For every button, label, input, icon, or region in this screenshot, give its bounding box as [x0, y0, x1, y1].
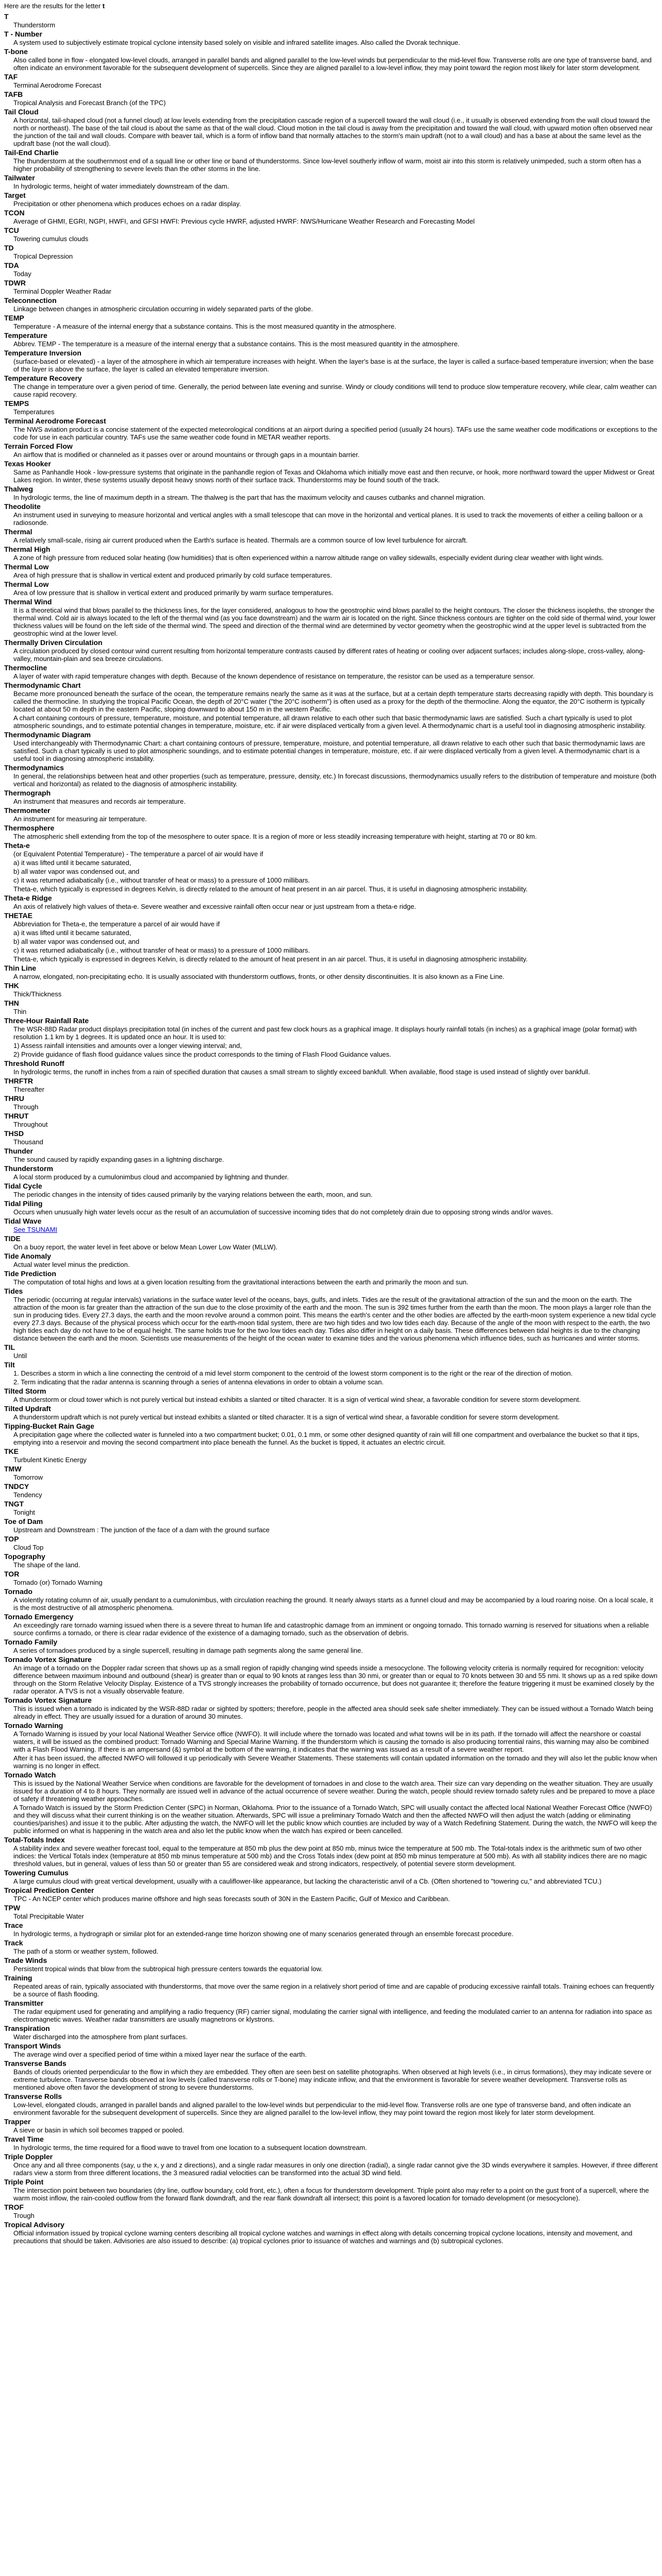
glossary-list: [4, 12, 658, 2245]
glossary-definition: After it has been issued, the affected NWFO will followed it up periodically with Severe Weather Statements. These statements will contain updated information on the tornado and they will also let the public know when warning is no longer in effect.: [13, 1754, 657, 1770]
glossary-term: Track: [4, 1939, 23, 1947]
glossary-definition: A layer of water with rapid temperature changes with depth. Because of the known dependence of resistance on temperature, the resistor can be used as a temperature sensor.: [13, 672, 535, 680]
glossary-term: Training: [4, 1974, 32, 1982]
glossary-term: Trapper: [4, 2117, 31, 2126]
glossary-definition: An instrument used in surveying to measure horizontal and vertical angles with a small telescope that can move in the horizontal and vertical planes. It is used to track the movements of either a ceiling balloon or a radiosonde.: [13, 511, 643, 527]
glossary-term: Trace: [4, 1921, 23, 1929]
glossary-term: THK: [4, 981, 19, 990]
glossary-term: Total-Totals Index: [4, 1836, 65, 1844]
glossary-term: Thermal Low: [4, 580, 49, 588]
glossary-definition: 2) Provide guidance of flash flood guidance values since the product corresponds to the timing of Flash Flood Guidance values.: [13, 1050, 391, 1058]
glossary-definition: Total Precipitable Water: [13, 1912, 84, 1920]
glossary-term: Tide Anomaly: [4, 1252, 52, 1260]
glossary-definition: The intersection point between two boundaries (dry line, outflow boundary, cold front, etc.), often a focus for thunderstorm development. Triple point also may refer to a point on the gust front of a supercell, where the warm moist inflow, the rain-cooled outflow from the forward flank downdraft, and the rear flank downdraft all intersect; this point is a favored location for tornado development (or mesocyclone).: [13, 2187, 649, 2202]
glossary-term: Tidal Piling: [4, 1199, 43, 1208]
glossary-definition: Thin: [13, 1008, 27, 1015]
glossary-definition: In general, the relationships between heat and other properties (such as temperature, pressure, density, etc.) In forecast discussions, thermodynamics usually refers to the distribution of temperature and moisture (both vertical and horizontal) as related to the diagnosis of atmospheric instability.: [13, 772, 656, 788]
glossary-term: Tilted Updraft: [4, 1404, 51, 1413]
glossary-term: Tornado Warning: [4, 1721, 63, 1730]
glossary-term: Tipping-Bucket Rain Gage: [4, 1422, 94, 1430]
glossary-definition: A chart containing contours of pressure, temperature, moisture, and potential temperature, all drawn relative to each other such that basic thermodynamic laws are satisfied. Such a chart typically is used to plot atmospheric soundings, and to estimate potential changes in temperature, moisture, etc. if air were displaced vertically from a given level. A thermodynamic chart is a useful tool in diagnosing atmospheric instability.: [13, 714, 646, 730]
glossary-term: Thermograph: [4, 789, 51, 797]
glossary-definition: a) it was lifted until it became saturated,: [13, 859, 131, 867]
glossary-definition: Throughout: [13, 1121, 48, 1128]
glossary-term: Thermosphere: [4, 824, 55, 832]
glossary-definition: In hydrologic terms, a hydrograph or similar plot for an extended-range time horizon showing one of many scenarios generated through an ensemble forecast procedure.: [13, 1930, 514, 1938]
glossary-term: Tornado Vortex Signature: [4, 1696, 92, 1704]
glossary-definition: Trough: [13, 2212, 35, 2219]
glossary-term: Tail-End Charlie: [4, 148, 59, 157]
glossary-definition: Average of GHMI, EGRI, NGPI, HWFI, and GFSI HWFI: Previous cycle HWRF, adjusted HWRF: NWS/Hurricane Weather Research and Forecasting Model: [13, 217, 475, 225]
glossary-definition: A stability index and severe weather forecast tool, equal to the temperature at 850 mb plus the dew point at 850 mb, minus twice the temperature at 500 mb. The Total-totals index is the arithmetic sum of two other indices: the Vertical Totals index (temperature at 850 mb minus temperature at 500 mb) and the Cross Totals index (dew point at 850 mb minus temperature at 500 mb). As with all stability indices there are no magic threshold values, but in general, values of less than 50 or greater than 55 are considered weak and strong indicators, respectively, of potential severe storm development.: [13, 1844, 647, 1868]
glossary-definition: b) all water vapor was condensed out, and: [13, 938, 140, 945]
glossary-term: Tornado Vortex Signature: [4, 1655, 92, 1664]
see-also-link[interactable]: See TSUNAMI: [13, 1226, 58, 1233]
glossary-definition: Thick/Thickness: [13, 990, 62, 998]
glossary-term: Trade Winds: [4, 1956, 47, 1964]
glossary-definition: A series of tornadoes produced by a single supercell, resulting in damage path segments along the same general line.: [13, 1647, 363, 1654]
glossary-definition: Abbrev. TEMP - The temperature is a measure of the internal energy that a substance contains. This is the most measured quantity in the atmosphere.: [13, 340, 460, 348]
glossary-definition: Tomorrow: [13, 1473, 43, 1481]
glossary-definition: Once any and all three components (say, u the x, y and z directions), and a single radar measures in only one direction (radial), a single radar cannot give the 3D winds everywhere it samples. However, if three different radars view a storm from three different locations, the 3 measured radial velocities can be transformed into the actual 3D wind field.: [13, 2161, 658, 2177]
glossary-definition: On a buoy report, the water level in feet above or below Mean Lower Low Water (MLLW).: [13, 1243, 278, 1251]
glossary-term: TMW: [4, 1465, 22, 1473]
glossary-definition: This is issued when a tornado is indicated by the WSR-88D radar or sighted by spotters; therefore, people in the affected area should seek safe shelter immediately. They can be issued without a Tornado Watch being already in effect. They are usually issued for a duration of around 30 minutes.: [13, 1705, 653, 1720]
glossary-definition: In hydrologic terms, the time required for a flood wave to travel from one location to a subsequent location downstream.: [13, 2144, 367, 2151]
glossary-definition: An image of a tornado on the Doppler radar screen that shows up as a small region of rapidly changing wind speeds inside a mesocyclone. The following velocity criteria is normally required for recognition: velocity difference between maximum inbound and outbound (shear) is greater than or equal to 90 knots at ranges less than 30 nmi, or greater than or equal to 70 knots between 30 and 55 nmi. It shows up as a red spike down through on the Storm Relative Velocity Display. Existence of a TVS strongly increases the probability of tornado occurrence, but does not guarantee it; therefore the feature triggering it must be examined closely by the radar operator. A TVS is not a visually observable feature.: [13, 1664, 658, 1695]
glossary-definition: This is issued by the National Weather Service when conditions are favorable for the development of tornadoes in and close to the watch area. Their size can vary depending on the weather situation. They are usually issued for a duration of 4 to 8 hours. They normally are issued well in advance of the actual occurrence of severe weather. During the watch, people should review tornado safety rules and be prepared to move a place of safety if threatening weather approaches.: [13, 1780, 655, 1803]
glossary-definition: Actual water level minus the prediction.: [13, 1261, 130, 1268]
glossary-term: Tidal Cycle: [4, 1182, 42, 1190]
glossary-term: Thermally Driven Circulation: [4, 638, 103, 647]
glossary-definition: (or Equivalent Potential Temperature) - The temperature a parcel of air would have if: [13, 850, 263, 858]
glossary-definition: 1. Describes a storm in which a line connecting the centroid of a mid level storm component to the centroid of the lowest storm component is to the right or the rear of the direction of motion.: [13, 1369, 573, 1377]
glossary-definition: An instrument that measures and records air temperature.: [13, 798, 186, 805]
glossary-see-also: [13, 1226, 658, 1233]
glossary-definition: (surface-based or elevated) - a layer of the atmosphere in which air temperature increases with height. When the layer's base is at the surface, the layer is called a surface-based temperature inversion; when the base of the layer is above the surface, the layer is called an elevated temperature inversion.: [13, 358, 654, 373]
glossary-term: Terrain Forced Flow: [4, 442, 73, 450]
glossary-definition: The average wind over a specified period of time within a mixed layer near the surface of the earth.: [13, 2050, 307, 2058]
glossary-term: Temperature Recovery: [4, 374, 82, 382]
glossary-term: TDA: [4, 261, 19, 269]
glossary-definition: Low-level, elongated clouds, arranged in parallel bands and aligned parallel to the low-level winds but perpendicular to the mid-level flow. Transverse rolls are one type of transverse band, and often indicate an environment favorable for the subsequent development of supercells. Since they are aligned parallel to the low-level inflow, they may point toward the region most likely for later storm development.: [13, 2101, 631, 2116]
glossary-term: Tidal Wave: [4, 1217, 42, 1225]
glossary-term: TNGT: [4, 1500, 24, 1508]
glossary-term: Thermal: [4, 528, 32, 536]
glossary-definition: In hydrologic terms, the line of maximum depth in a stream. The thalweg is the part that has the maximum velocity and causes cutbanks and channel migration.: [13, 494, 486, 501]
glossary-definition: A thunderstorm updraft which is not purely vertical but instead exhibits a slanted or tilted character. It is a sign of vertical wind shear, a favorable condition for severe storm development.: [13, 1413, 560, 1421]
results-intro-text: Here are the results for the letter: [4, 2, 103, 10]
glossary-term: Thermodynamic Chart: [4, 681, 81, 689]
glossary-definition: Repeated areas of rain, typically associated with thunderstorms, that move over the same region in a relatively short period of time and are capable of producing excessive rainfall totals. Training echoes can frequently be a source of flash flooding.: [13, 1982, 654, 1998]
glossary-term: Temperature Inversion: [4, 349, 81, 357]
glossary-definition: 1) Assess rainfall intensities and amounts over a longer viewing interval; and,: [13, 1042, 242, 1049]
glossary-definition: A relatively small-scale, rising air current produced when the Earth's surface is heated. Thermals are a common source of low level turbulence for aircraft.: [13, 536, 468, 544]
glossary-term: THRUT: [4, 1112, 29, 1120]
glossary-term: THRFTR: [4, 1077, 33, 1085]
glossary-definition: An airflow that is modified or channeled as it passes over or around mountains or through gaps in a mountain barrier.: [13, 451, 360, 459]
glossary-definition: The sound caused by rapidly expanding gases in a lightning discharge.: [13, 1156, 224, 1163]
glossary-term: Tailwater: [4, 174, 35, 182]
glossary-term: Triple Doppler: [4, 2153, 53, 2161]
glossary-term: TOR: [4, 1570, 20, 1578]
glossary-definition: A Tornado Warning is issued by your local National Weather Service office (NWFO). It will include where the tornado was located and what towns will be in its path. If the tornado will affect the nearshore or coastal waters, it will be issued as the combined product: Tornado Warning and Special Marine Warning. If the thunderstorm which is causing the tornado is also producing torrential rains, this warning may also be combined with a Flash Flood Warning. If there is an ampersand (&) symbol at the bottom of the warning, it indicates that the warning was issued as a result of a severe weather report.: [13, 1730, 649, 1753]
glossary-definition: Theta-e, which typically is expressed in degrees Kelvin, is directly related to the amount of heat present in an air parcel. Thus, it is useful in diagnosing atmospheric instability.: [13, 885, 528, 893]
glossary-term: TAF: [4, 73, 18, 81]
glossary-term: Transpiration: [4, 2024, 50, 2032]
glossary-definition: Today: [13, 270, 31, 278]
glossary-term: Tornado Family: [4, 1638, 58, 1646]
glossary-term: Toe of Dam: [4, 1517, 43, 1526]
glossary-definition: In hydrologic terms, the runoff in inches from a rain of specified duration that causes a small stream to slightly exceed bankfull. When available, flood stage is used instead of slightly over bankfull.: [13, 1068, 590, 1076]
glossary-definition: A sieve or basin in which soil becomes trapped or pooled.: [13, 2126, 184, 2134]
glossary-definition: Tonight: [13, 1509, 35, 1516]
glossary-term: Tilt: [4, 1361, 15, 1369]
glossary-definition: Temperatures: [13, 408, 55, 416]
glossary-term: Tides: [4, 1287, 23, 1295]
glossary-term: Tilted Storm: [4, 1387, 46, 1395]
glossary-definition: Thunderstorm: [13, 21, 55, 29]
glossary-definition: Became more pronounced beneath the surface of the ocean, the temperature remains nearly the same as it was at the surface, but at a certain depth temperature starts decreasing rapidly with depth. This boundary is called the thermocline. In studying the tropical Pacific Ocean, the depth of 20°C water ("the 20°C isotherm") is often used as a proxy for the depth of the thermocline. Along the equator, the 20°C isotherm is typically located at about 50 m depth in the eastern Pacific, sloping downward to about 150 m in the western Pacific.: [13, 690, 654, 713]
results-intro: [4, 2, 658, 10]
glossary-definition: Persistent tropical winds that blow from the subtropical high pressure centers towards the equatorial low.: [13, 1965, 323, 1973]
glossary-term: Thermal Low: [4, 563, 49, 571]
glossary-term: TNDCY: [4, 1482, 29, 1490]
glossary-definition: Tropical Depression: [13, 252, 73, 260]
glossary-term: Theta-e Ridge: [4, 894, 52, 902]
glossary-term: Tornado Watch: [4, 1771, 56, 1779]
glossary-term: Transverse Rolls: [4, 2092, 62, 2100]
glossary-term: Tide Prediction: [4, 1269, 56, 1278]
glossary-definition: The computation of total highs and lows at a given location resulting from the gravitational interactions between the earth and primarily the moon and sun.: [13, 1278, 469, 1286]
glossary-definition: A horizontal, tail-shaped cloud (not a funnel cloud) at low levels extending from the precipitation cascade region of a supercell toward the wall cloud (i.e., it usually is observed extending from the wall cloud toward the north or northeast). The base of the tail cloud is about the same as that of the wall cloud. Cloud motion in the tail cloud is away from the precipitation and toward the wall cloud, with upward motion often observed near the junction of the tail and wall clouds. Compare with beaver tail, which is a form of inflow band that normally attaches to the storm's main updraft (not to a wall cloud) and has a base at about the same level as the updraft base (not the wall cloud).: [13, 116, 653, 147]
glossary-definition: Thereafter: [13, 1086, 44, 1093]
glossary-definition: Area of high pressure that is shallow in vertical extent and produced primarily by cold surface temperatures.: [13, 571, 332, 579]
glossary-term: Texas Hooker: [4, 460, 51, 468]
glossary-term: TD: [4, 244, 14, 252]
glossary-definition: Turbulent Kinetic Energy: [13, 1456, 87, 1464]
glossary-definition: The WSR-88D Radar product displays precipitation total (in inches of the current and past few clock hours as a graphical image. It displays hourly rainfall totals (in inches) as a graphical image (polar format) with resolution 1.1 km by 1 degrees. It is updated once an hour. It is used to:: [13, 1025, 637, 1041]
glossary-definition: A Tornado Watch is issued by the Storm Prediction Center (SPC) in Norman, Oklahoma. Prior to the issuance of a Tornado Watch, SPC will usually contact the affected local National Weather Forecast Office (NWFO) and they will discuss what their current thinking is on the weather situation. Afterwards, SPC will issue a preliminary Tornado Watch and then the affected NWFO will then adjust the watch (adding or eliminating counties/parishes) and issue it to the public. After adjusting the watch, the NWFO will let the public know which counties are included by way of a Watch Redefining Statement. During the watch, the NWFO will keep the public informed on what is happening in the watch area and also let the public know when the watch has expired or been cancelled.: [13, 1804, 657, 1835]
glossary-definition: A zone of high pressure from reduced solar heating (low humidities) that is often experienced within a narrow altitude range on valley sidewalls, especially evident during clear weather with light winds.: [13, 554, 604, 562]
glossary-term: Thunderstorm: [4, 1164, 53, 1173]
glossary-definition: The shape of the land.: [13, 1561, 80, 1569]
glossary-term: TPW: [4, 1904, 21, 1912]
glossary-definition: Cloud Top: [13, 1544, 44, 1551]
glossary-definition: Precipitation or other phenomena which produces echoes on a radar display.: [13, 200, 241, 208]
glossary-definition: The thunderstorm at the southernmost end of a squall line or other line or band of thunderstorms. Since low-level southerly inflow of warm, moist air into this storm is relatively unimpeded, such a storm often has a higher probability of strengthening to severe levels than the other storms in the line.: [13, 157, 641, 173]
glossary-definition: Bands of clouds oriented perpendicular to the flow in which they are embedded. They often are seen best on satellite photographs. When observed at high levels (i.e., in cirrus formations), they may indicate severe or extreme turbulence. Transverse bands observed at low levels (called transverse rolls or T-bone) may indicate inflow, and that the environment is favorable for severe weather development. Transverse rolls as mentioned above often favor the development of strong to severe thunderstorms.: [13, 2068, 652, 2091]
glossary-term: TIDE: [4, 1234, 21, 1243]
glossary-definition: Also called bone in flow - elongated low-level clouds, arranged in parallel bands and aligned parallel to the low-level winds but perpendicular to the mid-level flow. Transverse rolls are one type of transverse band, and often indicate an environment favorable for the subsequent development of supercells. Since they are aligned parallel to a low-level inflow, they may point toward the region most likely for later storm development.: [13, 56, 652, 72]
glossary-definition: The path of a storm or weather system, followed.: [13, 1947, 159, 1955]
glossary-term: Tornado: [4, 1587, 32, 1596]
glossary-term: T: [4, 12, 9, 21]
glossary-definition: Through: [13, 1103, 39, 1111]
glossary-term: Thunder: [4, 1147, 33, 1155]
glossary-term: Thermodynamics: [4, 764, 64, 772]
glossary-definition: The periodic (occurring at regular intervals) variations in the surface water level of the oceans, bays, gulfs, and inlets. Tides are the result of the gravitational attraction of the sun and the moon on the earth. The attraction of the moon is far greater than the attraction of the sun due to the close proximity of the earth and the moon. The sun is 392 times further from the earth than the moon. The moon plays a larger role than the sun in producing tides. Every 27.3 days, the earth and the moon revolve around a common point. This means the earth's center and the other bodies are affected by the earth-moon system experience a new tidal cycle every 27.3 days. Because of the physical process which occur for the earth-moon tidal system, there are two high tides and two low tides each day. Because of the angle of the moon with respect to the earth, the two high tides each day do not have to be of equal height. The same holds true for the two low tides each day. Tides also differ in height on a daily basis. These differences between tidal heights is due to the changing distance between the earth and the moon. Scientists use measurements of the height of the ocean water to examine tides and the various phenomena which influence tides, such as hurricanes and winter storms.: [13, 1296, 656, 1342]
glossary-term: Thermal High: [4, 545, 51, 553]
glossary-definition: Terminal Aerodrome Forecast: [13, 81, 102, 89]
glossary-term: Transport Winds: [4, 2042, 61, 2050]
glossary-term: T-bone: [4, 47, 28, 56]
glossary-term: Thermodynamic Diagram: [4, 731, 91, 739]
glossary-definition: A violently rotating column of air, usually pendant to a cumulonimbus, with circulation reaching the ground. It nearly always starts as a funnel cloud and may be accompanied by a loud roaring noise. On a local scale, it is the most destructive of all atmospheric phenomena.: [13, 1596, 653, 1612]
glossary-definition: An instrument for measuring air temperature.: [13, 815, 147, 823]
glossary-definition: Tornado (or) Tornado Warning: [13, 1579, 103, 1586]
glossary-term: Topography: [4, 1552, 45, 1561]
glossary-term: Tropical Advisory: [4, 2221, 64, 2229]
glossary-term: Target: [4, 191, 26, 199]
glossary-definition: A circulation produced by closed contour wind current resulting from horizontal temperature contrasts caused by different rates of heating or cooling over adjacent surfaces; includes along-slope, cross-valley, along-valley, mountain-plain and sea breeze circulations.: [13, 647, 646, 663]
glossary-term: TCON: [4, 209, 25, 217]
glossary-definition: Until: [13, 1352, 27, 1360]
glossary-definition: Water discharged into the atmosphere from plant surfaces.: [13, 2033, 188, 2041]
glossary-term: Terminal Aerodrome Forecast: [4, 417, 106, 425]
glossary-definition: In hydrologic terms, height of water immediately downstream of the dam.: [13, 182, 229, 190]
glossary-term: THN: [4, 999, 19, 1007]
glossary-definition: b) all water vapor was condensed out, and: [13, 868, 140, 875]
glossary-definition: The periodic changes in the intensity of tides caused primarily by the varying relations between the earth, moon, and sun.: [13, 1191, 373, 1198]
glossary-definition: A local storm produced by a cumulonimbus cloud and accompanied by lightning and thunder.: [13, 1173, 289, 1181]
glossary-definition: The change in temperature over a given period of time. Generally, the period between late evening and sunrise. Windy or cloudy conditions will tend to produce slow temperature recovery, while clear, calm weather can cause rapid recovery.: [13, 383, 657, 398]
glossary-term: Transmitter: [4, 1999, 44, 2007]
glossary-definition: Abbreviation for Theta-e, the temperature a parcel of air would have if: [13, 920, 220, 928]
glossary-term: TKE: [4, 1447, 19, 1455]
glossary-definition: Towering cumulus clouds: [13, 235, 89, 243]
glossary-definition: Upstream and Downstream : The junction of the face of a dam with the ground surface: [13, 1526, 270, 1534]
glossary-definition: Terminal Doppler Weather Radar: [13, 287, 111, 295]
glossary-definition: Tendency: [13, 1491, 42, 1499]
glossary-definition: c) it was returned adiabatically (i.e., without transfer of heat or mass) to a pressure of 1000 millibars.: [13, 946, 310, 954]
glossary-term: Transverse Bands: [4, 2059, 67, 2067]
glossary-term: Temperature: [4, 331, 47, 340]
glossary-term: Thermocline: [4, 664, 47, 672]
glossary-term: TDWR: [4, 279, 26, 287]
results-letter: t: [102, 2, 105, 10]
glossary-term: THETAE: [4, 911, 32, 920]
glossary-term: TCU: [4, 226, 19, 234]
glossary-definition: A large cumulus cloud with great vertical development, usually with a cauliflower-like appearance, but lacking the characteristic anvil of a Cb. (Often shortened to "towering cu," and abbreviated TCU.): [13, 1877, 602, 1885]
glossary-term: Towering Cumulus: [4, 1869, 69, 1877]
glossary-term: TEMPS: [4, 399, 29, 408]
glossary-term: Travel Time: [4, 2135, 44, 2143]
glossary-definition: The radar equipment used for generating and amplifying a radio frequency (RF) carrier signal, modulating the carrier signal with intelligence, and feeding the modulated carrier to an antenna for radiation into space as electromagnetic waves. Weather radar transmitters are usually magnetrons or klystrons.: [13, 2008, 652, 2023]
glossary-term: TOP: [4, 1535, 19, 1543]
glossary-term: Teleconnection: [4, 296, 57, 304]
glossary-definition: Linkage between changes in atmospheric circulation occurring in widely separated parts of the globe.: [13, 305, 313, 313]
glossary-definition: TPC - An NCEP center which produces marine offshore and high seas forecasts south of 30N in the Eastern Pacific, Gulf of Mexico and Caribbean.: [13, 1895, 450, 1903]
glossary-term: Triple Point: [4, 2178, 44, 2186]
glossary-definition: The NWS aviation product is a concise statement of the expected meteorological conditions at an airport during a specified period (usually 24 hours). TAFs use the same weather code modifications or exceptions to the code for use in each particular country. TAFs use the same weather code found in METAR weather reports.: [13, 426, 657, 441]
glossary-definition: Same as Panhandle Hook - low-pressure systems that originate in the panhandle region of Texas and Oklahoma which initially move east and then recurve, or hook, more northward toward the upper Midwest or Great Lakes region. In winter, these systems usually deposit heavy snows north of their surface track. Thunderstorms may be found south of the track.: [13, 468, 655, 484]
glossary-term: TIL: [4, 1343, 15, 1351]
glossary-definition: A thunderstorm or cloud tower which is not purely vertical but instead exhibits a slanted or tilted character. It is a sign of vertical wind shear, a favorable condition for severe storm development.: [13, 1396, 581, 1403]
glossary-definition: An axis of relatively high values of theta-e. Severe weather and excessive rainfall often occur near or just upstream from a theta-e ridge.: [13, 903, 417, 910]
glossary-term: TAFB: [4, 90, 23, 98]
glossary-definition: a) it was lifted until it became saturated,: [13, 929, 131, 937]
glossary-definition: Theta-e, which typically is expressed in degrees Kelvin, is directly related to the amount of heat present in an air parcel. Thus, it is useful in diagnosing atmospheric instability.: [13, 955, 528, 963]
glossary-definition: A precipitation gage where the collected water is funneled into a two compartment bucket; 0.01, 0.1 mm, or some other designed quantity of rain will fill one compartment and overbalance the bucket so that it tips, emptying into a reservoir and moving the second compartment into place beneath the funnel. As the bucket is tipped, it actuates an electric circuit.: [13, 1431, 640, 1446]
glossary-definition: Temperature - A measure of the internal energy that a substance contains. This is the most measured quantity in the atmosphere.: [13, 323, 396, 330]
glossary-term: TEMP: [4, 314, 24, 322]
glossary-term: THSD: [4, 1129, 24, 1138]
glossary-definition: 2. Term indicating that the radar antenna is scanning through a series of antenna elevations in order to obtain a volume scan.: [13, 1378, 384, 1386]
glossary-term: Threshold Runoff: [4, 1059, 64, 1067]
glossary-definition: Area of low pressure that is shallow in vertical extent and produced primarily by warm surface temperatures.: [13, 589, 334, 597]
glossary-definition: The atmospheric shell extending from the top of the mesosphere to outer space. It is a region of more or less steadily increasing temperature with height, starting at 70 or 80 km.: [13, 833, 537, 840]
glossary-term: T - Number: [4, 30, 42, 38]
glossary-term: TROF: [4, 2203, 24, 2211]
glossary-term: Thin Line: [4, 964, 37, 972]
glossary-term: Theta-e: [4, 841, 30, 850]
glossary-term: Tropical Prediction Center: [4, 1886, 94, 1894]
glossary-definition: Thousand: [13, 1138, 43, 1146]
glossary-definition: Tropical Analysis and Forecast Branch (of the TPC): [13, 99, 166, 107]
glossary-term: Theodolite: [4, 502, 41, 511]
glossary-term: THRU: [4, 1094, 24, 1103]
glossary-definition: A narrow, elongated, non-precipitating echo. It is usually associated with thunderstorm outflows, fronts, or other density discontinuities. It is also known as a Fine Line.: [13, 973, 505, 980]
glossary-definition: c) it was returned adiabatically (i.e., without transfer of heat or mass) to a pressure of 1000 millibars.: [13, 876, 310, 884]
glossary-definition: It is a theoretical wind that blows parallel to the thickness lines, for the layer considered, analogous to how the geostrophic wind blows parallel to the height contours. The closer the thickness isopleths, the stronger the thermal wind. Cold air is always located to the left of the thermal wind (as you face downstream) and the warm air is located on the right. Since thickness contours are tighter on the cold side of thermal wind, your lower thickness values will be found on the left side of the thermal wind. The speed and direction of the thermal wind are determined by vector geometry when the geostrophic wind at the upper level is subtracted from the geostrophic wind at the lower level.: [13, 606, 656, 637]
glossary-definition: Occurs when unusually high water levels occur as the result of an accumulation of successive incoming tides that do not completely drain due to opposing strong winds and/or waves.: [13, 1208, 553, 1216]
glossary-definition: An exceedingly rare tornado warning issued when there is a severe threat to human life and catastrophic damage from an imminent or ongoing tornado. This tornado warning is reserved for situations when a reliable source confirms a tornado, or there is clear radar evidence of the existence of a damaging tornado, such as the observation of debris.: [13, 1621, 649, 1637]
glossary-term: Three-Hour Rainfall Rate: [4, 1016, 89, 1025]
glossary-term: Thermometer: [4, 806, 51, 815]
glossary-term: Thermal Wind: [4, 598, 52, 606]
glossary-term: Thalweg: [4, 485, 34, 493]
glossary-definition: Used interchangeably with Thermodynamic Chart: a chart containing contours of pressure, temperature, moisture, and potential temperature, all drawn relative to each other such that basic thermodynamic laws are satisfied. Such a chart typically is used to plot atmospheric soundings, and to estimate potential changes in temperature, moisture, etc. if air were displaced vertically from a given level. A thermodynamic chart is a useful tool in diagnosing atmospheric instability.: [13, 739, 646, 762]
glossary-definition: A system used to subjectively estimate tropical cyclone intensity based solely on visible and infrared satellite images. Also called the Dvorak technique.: [13, 39, 460, 46]
glossary-definition: Official information issued by tropical cyclone warning centers describing all tropical cyclone watches and warnings in effect along with details concerning tropical cyclone locations, intensity and movement, and precautions that should be taken. Advisories are also issued to describe: (a) tropical cyclones prior to issuance of watches and warnings and (b) subtropical cyclones.: [13, 2229, 633, 2245]
glossary-term: Tail Cloud: [4, 108, 39, 116]
glossary-term: Tornado Emergency: [4, 1613, 74, 1621]
